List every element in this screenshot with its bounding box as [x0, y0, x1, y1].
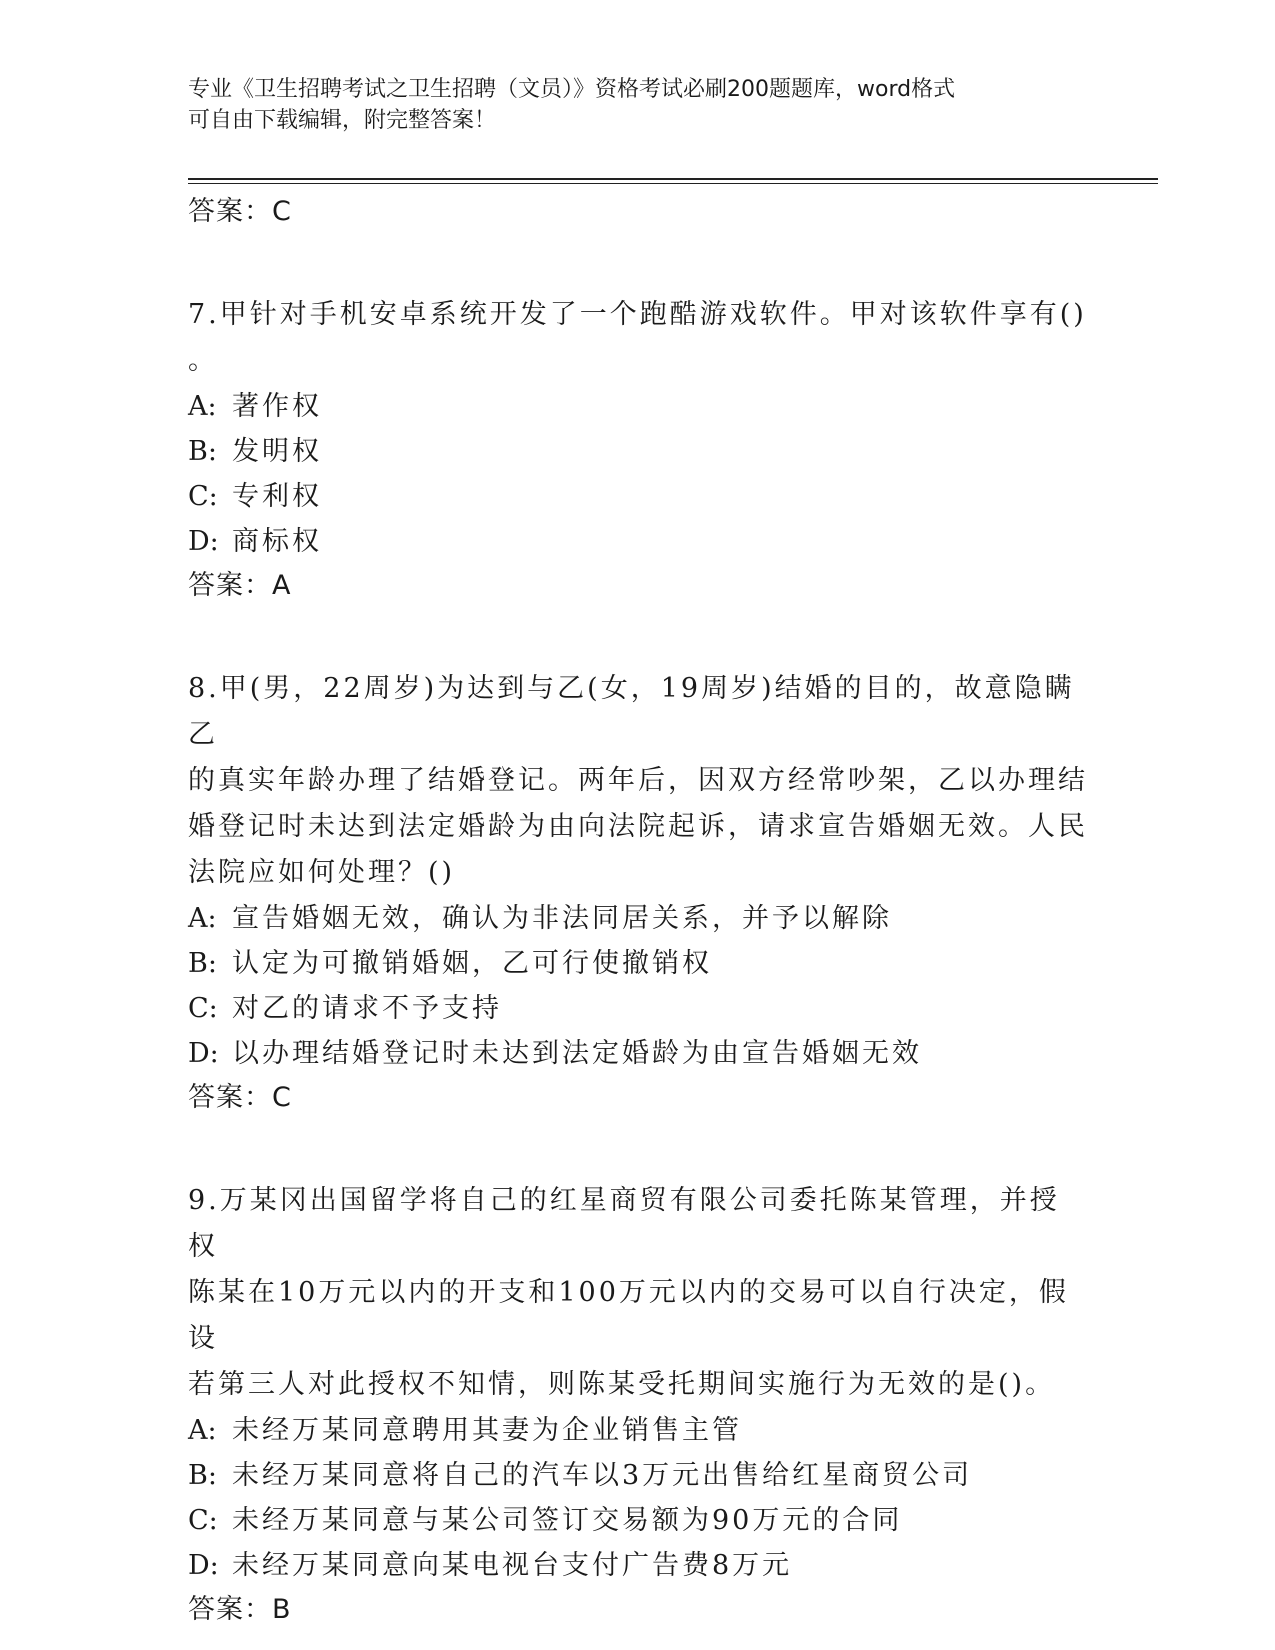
option-key: C: — [188, 1505, 218, 1536]
option-key: B: — [188, 1460, 217, 1491]
stem-line: 婚登记时未达到法定婚龄为由向法院起诉，请求宣告婚姻无效。人民 — [188, 811, 1088, 842]
option-b — [188, 429, 1088, 474]
option-a — [188, 1408, 1088, 1453]
option-a — [188, 896, 1088, 941]
question-stem — [188, 292, 1088, 384]
stem-line: 9.万某冈出国留学将自己的红星商贸有限公司委托陈某管理，并授权 — [188, 1185, 1060, 1262]
header-divider-thick — [188, 178, 1158, 180]
stem-line: 的真实年龄办理了结婚登记。两年后，因双方经常吵架，乙以办理结 — [188, 765, 1088, 796]
question-8 — [188, 666, 1088, 1120]
option-key: A: — [188, 391, 217, 422]
option-d — [188, 1031, 1088, 1076]
option-key: D: — [188, 1550, 219, 1581]
answer: 答案：C — [188, 1082, 292, 1113]
option-c — [188, 474, 1088, 519]
option-key: A: — [188, 903, 217, 934]
option-text: 认定为可撤销婚姻，乙可行使撤销权 — [232, 948, 712, 979]
option-key: A: — [188, 1415, 217, 1446]
option-text: 商标权 — [232, 526, 322, 557]
option-key: B: — [188, 436, 217, 467]
question-stem — [188, 1178, 1088, 1408]
document-header — [188, 74, 1068, 136]
stem-line: 。 — [188, 345, 218, 376]
question-7 — [188, 292, 1088, 608]
option-text: 未经万某同意将自己的汽车以3万元出售给红星商贸公司 — [232, 1460, 973, 1491]
option-text: 未经万某同意聘用其妻为企业销售主管 — [232, 1415, 742, 1446]
question-stem — [188, 666, 1088, 896]
header-divider-thin — [188, 183, 1158, 184]
option-text: 对乙的请求不予支持 — [232, 993, 502, 1024]
header-line-1: 专业《卫生招聘考试之卫生招聘（文员）》资格考试必刷200题题库，word格式 — [188, 77, 956, 102]
header-line-2: 可自由下载编辑，附完整答案！ — [188, 108, 497, 133]
stem-line: 陈某在10万元以内的开支和100万元以内的交易可以自行决定，假设 — [188, 1277, 1069, 1354]
option-d — [188, 519, 1088, 564]
question-list — [188, 190, 1088, 1632]
option-c — [188, 1498, 1088, 1543]
option-text: 未经万某同意与某公司签订交易额为90万元的合同 — [232, 1505, 903, 1536]
option-b — [188, 1453, 1088, 1498]
option-text: 发明权 — [232, 436, 322, 467]
stem-line: 7.甲针对手机安卓系统开发了一个跑酷游戏软件。甲对该软件享有() — [188, 299, 1087, 330]
option-text: 未经万某同意向某电视台支付广告费8万元 — [232, 1550, 793, 1581]
stem-line: 8.甲(男，22周岁)为达到与乙(女，19周岁)结婚的目的，故意隐瞒乙 — [188, 673, 1075, 750]
question-9 — [188, 1178, 1088, 1632]
answer: 答案：B — [188, 1594, 292, 1625]
answer: 答案：A — [188, 570, 292, 601]
option-key: B: — [188, 948, 217, 979]
option-d — [188, 1543, 1088, 1588]
option-key: C: — [188, 481, 218, 512]
option-text: 以办理结婚登记时未达到法定婚龄为由宣告婚姻无效 — [232, 1038, 922, 1069]
option-a — [188, 384, 1088, 429]
option-b — [188, 941, 1088, 986]
option-c — [188, 986, 1088, 1031]
option-key: D: — [188, 1038, 219, 1069]
stem-line: 若第三人对此授权不知情，则陈某受托期间实施行为无效的是()。 — [188, 1369, 1056, 1400]
option-key: C: — [188, 993, 218, 1024]
previous-answer: 答案：C — [188, 196, 292, 227]
stem-line: 法院应如何处理？() — [188, 857, 456, 888]
option-text: 专利权 — [232, 481, 322, 512]
option-text: 著作权 — [232, 391, 322, 422]
option-text: 宣告婚姻无效，确认为非法同居关系，并予以解除 — [232, 903, 892, 934]
option-key: D: — [188, 526, 219, 557]
